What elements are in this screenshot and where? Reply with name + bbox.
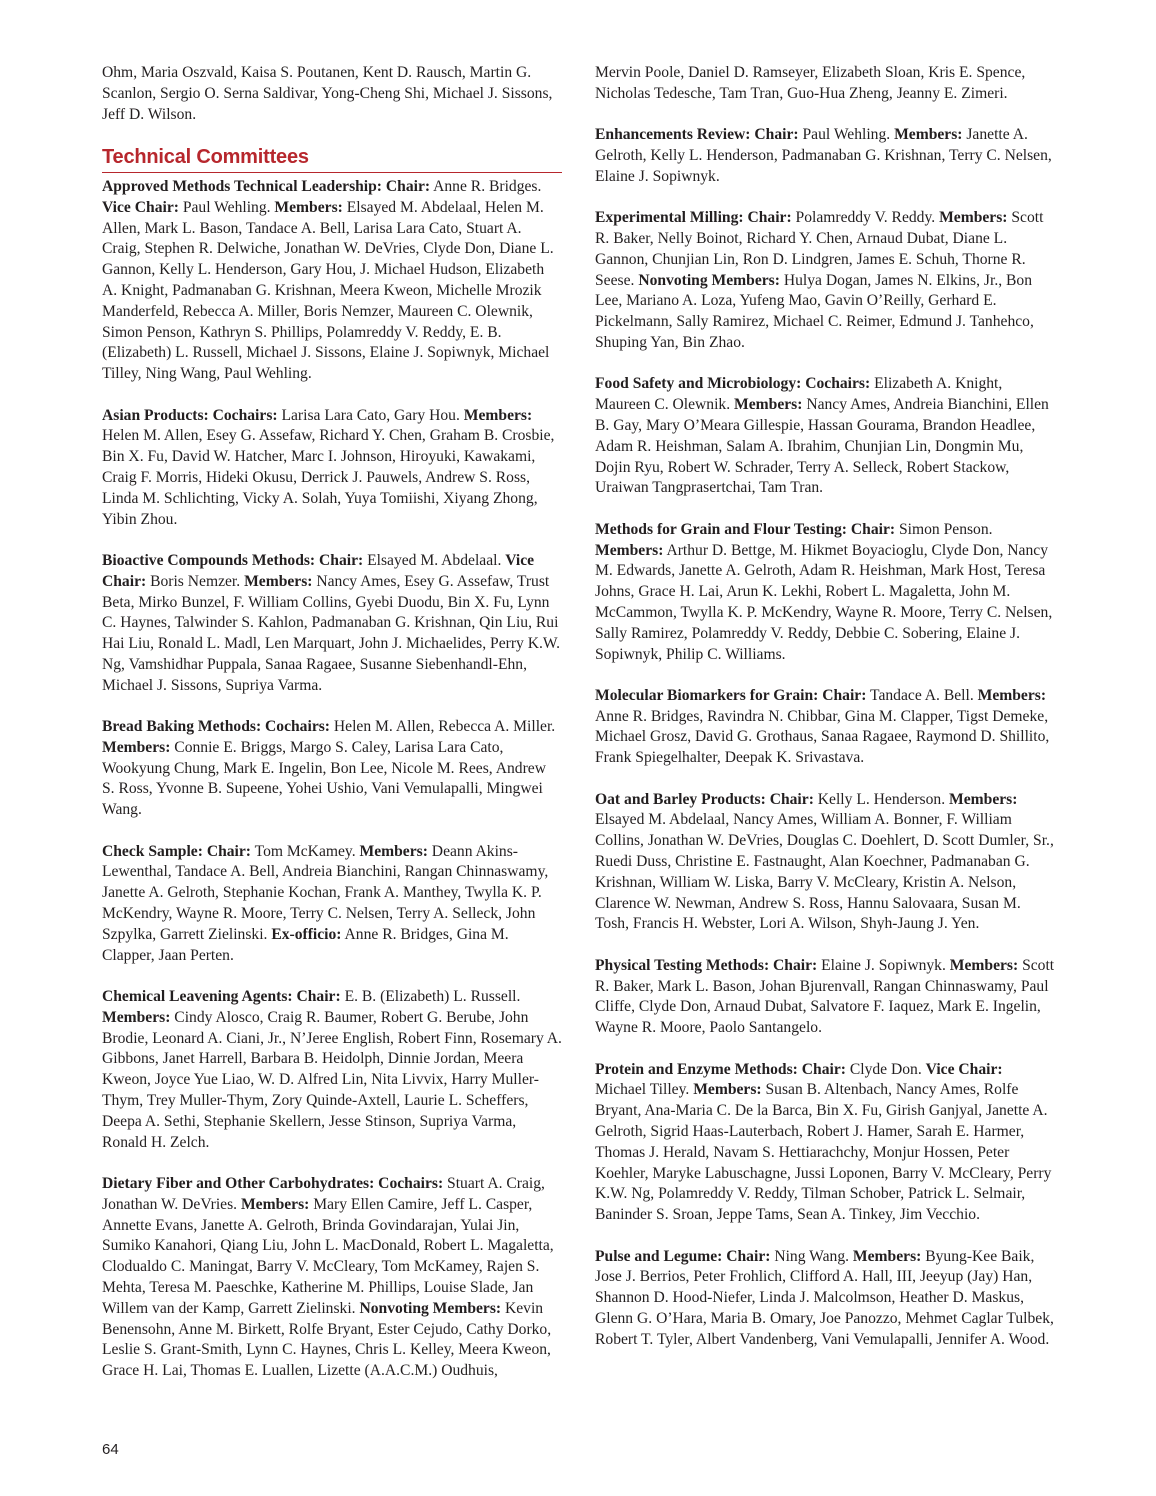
committee-entry	[102, 1174, 562, 1382]
committee-role-label: Members:	[240, 1195, 310, 1213]
committee-role-label: Members:	[949, 956, 1019, 974]
committee-role-label: Experimental Milling: Chair:	[595, 209, 792, 227]
intro-continuation: Ohm, Maria Oszvald, Kaisa S. Poutanen, Kent D. Rausch, Martin G. Scanlon, Sergio O. Serna Saldivar, Yong-Cheng Shi, Michael J. Sissons, Jeff D. Wilson.	[102, 64, 553, 123]
committee-member-text: Elaine J. Sopiwnyk.	[817, 956, 950, 974]
committee-role-label: Bioactive Compounds Methods: Chair:	[102, 551, 364, 569]
committee-entry	[595, 125, 1057, 187]
right-column	[595, 63, 1057, 1371]
committee-role-label: Protein and Enzyme Methods: Chair:	[595, 1060, 846, 1078]
committee-role-label: Members:	[102, 738, 171, 756]
committee-member-text: Hulya Dogan, James N. Elkins, Jr., Bon Lee, Mariano A. Loza, Yufeng Mao, Gavin O’Reilly, Gerhard E. Pickelmann, Sally Ramirez, Michael C. Reimer, Edmund J. Tanhehco, Shuping Yan, Bin Zhao.	[595, 271, 1034, 351]
committee-entry	[595, 1247, 1057, 1351]
committee-member-text: Elsayed M. Abdelaal.	[363, 551, 506, 569]
committee-member-text: Michael Tilley.	[595, 1081, 694, 1099]
committee-role-label: Members:	[977, 686, 1047, 704]
committee-member-text: Anne R. Bridges, Ravindra N. Chibbar, Gina M. Clapper, Tigst Demeke, Michael Grosz, David G. Grothaus, Sanaa Ragaee, Raymond D. Shillito, Frank Spiegelhalter, Deepak K. Srivastava.	[595, 707, 1050, 767]
committee-entry	[595, 956, 1057, 1039]
committee-role-label: Members:	[852, 1247, 922, 1265]
committee-entry	[102, 551, 562, 697]
committee-member-text: Helen M. Allen, Esey G. Assefaw, Richard Y. Chen, Graham B. Crosbie, Bin X. Fu, David W. Hatcher, Marc I. Johnson, Hiroyuki, Kawakami, Craig F. Morris, Hideki Okusu, Derrick J. Pauwels, Andrew S. Ross, Linda M. Schlichting, Vicky A. Solah, Yuya Tomiishi, Xiyang Zhong, Yibin Zhou.	[102, 427, 555, 528]
committee-role-label: Physical Testing Methods: Chair:	[595, 956, 818, 974]
committee-role-label: Nonvoting Members:	[638, 271, 780, 289]
right-committee-list	[595, 125, 1057, 1350]
section-heading: Technical Committees	[102, 146, 562, 173]
committee-role-label: Ex-officio:	[271, 925, 342, 943]
committee-role-label: Vice Chair:	[102, 551, 535, 590]
committee-member-text: Elsayed M. Abdelaal, Nancy Ames, William A. Bonner, F. William Collins, Jonathan W. DeVries, Douglas C. Doehlert, D. Scott Dumler, Sr., Ruedi Duss, Christine E. Fastnaught, Alan Koechner, Padmanaban G. Krishnan, William W. Liska, Barry V. McCleary, Kristin A. Nelson, Clarence W. Newman, Andrew S. Ross, Hannu Salovaara, Susan M. Tosh, Francis H. Webster, Lori A. Wilson, Shyh-Jaung J. Yen.	[595, 811, 1054, 933]
committee-member-text: Ning Wang.	[770, 1247, 853, 1265]
committee-role-label: Chemical Leavening Agents: Chair:	[102, 988, 341, 1006]
committee-role-label: Oat and Barley Products: Chair:	[595, 790, 814, 808]
committee-entry	[102, 987, 562, 1153]
committee-role-label: Vice Chair:	[925, 1060, 1003, 1078]
committee-member-text: Elsayed M. Abdelaal, Helen M. Allen, Mark L. Bason, Tandace A. Bell, Larisa Lara Cato, Stuart A. Craig, Stephen R. Delwiche, Jonathan W. DeVries, Clyde Don, Diane L. Gannon, Kelly L. Henderson, Gary Hou, J. Michael Hudson, Elizabeth A. Knight, Padmanaban G. Krishnan, Meera Kweon, Michelle Mrozik Manderfeld, Rebecca A. Miller, Boris Nemzer, Maureen C. Olewnik, Simon Penson, Kathryn S. Phillips, Polamreddy V. Reddy, E. B. (Elizabeth) L. Russell, Michael J. Sissons, Elaine J. Sopiwnyk, Michael Tilley, Ning Wang, Paul Wehling.	[102, 198, 554, 383]
committee-entry	[102, 842, 562, 967]
committee-role-label: Members:	[274, 198, 343, 216]
committee-member-text: Kelly L. Henderson.	[813, 790, 950, 808]
committee-member-text: Anne R. Bridges, Gina M. Clapper, Jaan Perten.	[102, 925, 509, 964]
committee-member-text: Anne R. Bridges.	[430, 177, 542, 195]
committee-entry	[595, 208, 1057, 354]
committee-member-text: Boris Nemzer.	[146, 572, 245, 590]
committee-entry	[595, 1060, 1057, 1226]
committee-member-text: Helen M. Allen, Rebecca A. Miller.	[330, 718, 556, 736]
committee-role-label: Approved Methods Technical Leadership: Chair:	[102, 177, 431, 195]
committee-role-label: Members:	[595, 541, 664, 559]
committee-entry	[102, 177, 562, 385]
right-continuation: Mervin Poole, Daniel D. Ramseyer, Elizabeth Sloan, Kris E. Spence, Nicholas Tedesche, Tam Tran, Guo-Hua Zheng, Jeanny E. Zimeri.	[595, 64, 1026, 102]
committee-member-text: Paul Wehling.	[798, 126, 895, 144]
committee-member-text: Paul Wehling.	[178, 198, 275, 216]
committee-member-text: Byung-Kee Baik, Jose J. Berrios, Peter Frohlich, Clifford A. Hall, III, Jeeyup (Jay) Han, Shannon D. Hood-Niefer, Linda J. Malcolmson, Heather D. Maskus, Glenn G. O’Hara, Maria B. Omary, Joe Panozzo, Mehmet Caglar Tulbek, Robert T. Tyler, Albert Vandenberg, Vani Vemulapalli, Jennifer A. Wood.	[595, 1247, 1054, 1348]
committee-member-text: Cindy Alosco, Craig R. Baumer, Robert G. Berube, John Brodie, Leonard A. Ciani, Jr., N’Jeree English, Robert Finn, Rosemary A. Gibbons, Janet Harrell, Barbara B. Heidolph, Dinnie Jordan, Meera Kweon, Joyce Yue Liao, W. D. Alfred Lin, Nita Livvix, Harry Muller-Thym, Trey Muller-Thym, Zory Quinde-Axtell, Laurie L. Scheffers, Deepa A. Sethi, Stephanie Skellern, Jesse Stinson, Supriya Varma, Ronald H. Zelch.	[102, 1008, 562, 1151]
committee-role-label: Vice Chair:	[102, 198, 179, 216]
committee-role-label: Food Safety and Microbiology: Cochairs:	[595, 375, 871, 393]
committee-member-text: Scott R. Baker, Mark L. Bason, Johan Bjurenvall, Rangan Chinnaswamy, Paul Cliffe, Clyde Don, Arnaud Dubat, Salvatore F. Iaquez, Mark E. Ingelin, Wayne R. Moore, Paolo Santangelo.	[595, 956, 1055, 1037]
committee-role-label: Members:	[894, 126, 963, 144]
committee-member-text: Tandace A. Bell.	[866, 686, 978, 704]
committee-entry	[595, 520, 1057, 666]
committee-role-label: Members:	[244, 572, 313, 590]
committee-role-label: Asian Products: Cochairs:	[102, 406, 278, 424]
committee-entry	[595, 790, 1057, 936]
committee-member-text: Arthur D. Bettge, M. Hikmet Boyacioglu, Clyde Don, Nancy M. Edwards, Janette A. Gelroth, Adam R. Heishman, Mark Host, Teresa Johns, Grace H. Lai, Arun K. Lekhi, Robert L. Magaletta, John M. McCammon, Twylla K. P. McKendry, Wayne R. Moore, Terry C. Nelsen, Sally Ramirez, Polamreddy V. Reddy, Debbie C. Sobering, Elaine J. Sopiwnyk, Philip C. Williams.	[595, 541, 1053, 663]
committee-member-text: Simon Penson.	[895, 520, 993, 538]
committee-role-label: Members:	[939, 209, 1008, 227]
committee-member-text: Mary Ellen Camire, Jeff L. Casper, Annette Evans, Janette A. Gelroth, Brinda Govindarajan, Yulai Jin, Sumiko Kanahori, Qiang Liu, John L. MacDonald, Robert L. Magaletta, Clodualdo C. Maningat, Barry V. McCleary, Tom McKamey, Rajen S. Mehta, Teresa M. Paeschke, Katherine M. Phillips, Louise Slade, Jan Willem van der Kamp, Garrett Zielinski.	[102, 1195, 554, 1317]
committee-member-text: Susan B. Altenbach, Nancy Ames, Rolfe Bryant, Ana-Maria C. De la Barca, Bin X. Fu, Girish Ganjyal, Janette A. Gelroth, Sigrid Haas-Lauterbach, Robert J. Hamer, Sarah E. Harmer, Thomas J. Herald, Navam S. Hettiarachchy, Monjur Hossen, Peter Koehler, Maryke Labuschagne, Jussi Loponen, Barry V. McCleary, Perry K.W. Ng, Polamreddy V. Reddy, Tilman Schober, Patrick L. Selmair, Baninder S. Sroan, Jeppe Tams, Sean A. Tinkey, Jim Vecchio.	[595, 1081, 1052, 1224]
committee-member-text: Nancy Ames, Andreia Bianchini, Ellen B. Gay, Mary O’Meara Gillespie, Hassan Gourama, Brandon Headlee, Adam R. Heishman, Salam A. Ibrahim, Chunjian Lin, Dongmin Mu, Dojin Ryu, Robert W. Schrader, Terry A. Selleck, Robert Stackow, Uraiwan Tangprasertchai, Tam Tran.	[595, 396, 1049, 497]
committee-role-label: Members:	[734, 396, 803, 414]
committee-role-label: Enhancements Review: Chair:	[595, 126, 799, 144]
left-committee-list	[102, 177, 562, 1382]
left-column	[102, 63, 562, 1403]
committee-role-label: Members:	[693, 1081, 762, 1099]
committee-role-label: Pulse and Legume: Chair:	[595, 1247, 771, 1265]
committee-member-text: Stuart A. Craig, Jonathan W. DeVries.	[102, 1175, 545, 1213]
committee-member-text: E. B. (Elizabeth) L. Russell.	[340, 988, 521, 1006]
committee-role-label: Members:	[102, 1008, 171, 1026]
committee-entry	[595, 686, 1057, 769]
committee-role-label: Molecular Biomarkers for Grain: Chair:	[595, 686, 867, 704]
committee-role-label: Members:	[949, 790, 1018, 808]
committee-member-text: Clyde Don.	[845, 1060, 926, 1078]
committee-role-label: Nonvoting Members:	[359, 1299, 502, 1317]
committee-role-label: Members:	[359, 842, 428, 860]
committee-role-label: Dietary Fiber and Other Carbohydrates: Cochairs:	[102, 1175, 444, 1193]
committee-member-text: Tom McKamey.	[251, 842, 360, 860]
committee-member-text: Polamreddy V. Reddy.	[791, 209, 940, 227]
committee-member-text: Deann Akins-Lewenthal, Tandace A. Bell, Andreia Bianchini, Rangan Chinnaswamy, Janette A. Gelroth, Stephanie Kochan, Frank A. Manthey, Twylla K. P. McKendry, Wayne R. Moore, Terry C. Nelsen, Terry A. Selleck, John Szpylka, Garrett Zielinski.	[102, 842, 549, 943]
committee-role-label: Members:	[463, 406, 533, 424]
committee-member-text: Connie E. Briggs, Margo S. Caley, Larisa Lara Cato, Wookyung Chung, Mark E. Ingelin, Bon Lee, Nicole M. Rees, Andrew S. Ross, Yvonne B. Supeene, Yohei Ushio, Vani Vemulapalli, Mingwei Wang.	[102, 738, 546, 819]
committee-role-label: Bread Baking Methods: Cochairs:	[102, 718, 330, 736]
committee-member-text: Elizabeth A. Knight, Maureen C. Olewnik.	[595, 375, 1003, 414]
committee-role-label: Methods for Grain and Flour Testing: Chair:	[595, 520, 896, 538]
committee-member-text: Nancy Ames, Esey G. Assefaw, Trust Beta, Mirko Bunzel, F. William Collins, Gyebi Duodu, Bin X. Fu, Lynn C. Haynes, Talwinder S. Kahlon, Padmanaban G. Krishnan, Qin Liu, Rui Hai Liu, Ronald L. Madl, Len Marquart, John J. Michaelides, Perry K.W. Ng, Vamshidhar Puppala, Sanaa Ragaee, Susanne Siebenhandl-Ehn, Michael J. Sissons, Supriya Varma.	[102, 572, 561, 694]
page-number: 64	[102, 1441, 119, 1458]
committee-member-text: Larisa Lara Cato, Gary Hou.	[277, 406, 464, 424]
committee-member-text: Janette A. Gelroth, Kelly L. Henderson, Padmanaban G. Krishnan, Terry C. Nelsen, Elaine J. Sopiwnyk.	[595, 126, 1052, 185]
committee-entry	[102, 406, 562, 531]
committee-member-text: Scott R. Baker, Nelly Boinot, Richard Y. Chen, Arnaud Dubat, Diane L. Gannon, Chunjian Lin, Ron D. Lindgren, James E. Schuh, Thorne R. Seese.	[595, 209, 1044, 289]
committee-entry	[595, 374, 1057, 499]
committee-role-label: Check Sample: Chair:	[102, 842, 252, 860]
committee-member-text: Kevin Benensohn, Anne M. Birkett, Rolfe Bryant, Ester Cejudo, Cathy Dorko, Leslie S. Grant-Smith, Lynn C. Haynes, Chris L. Kelley, Meera Kweon, Grace H. Lai, Thomas E. Luallen, Lizette (A.A.C.M.) Oudhuis,	[102, 1299, 552, 1380]
committee-entry	[102, 717, 562, 821]
